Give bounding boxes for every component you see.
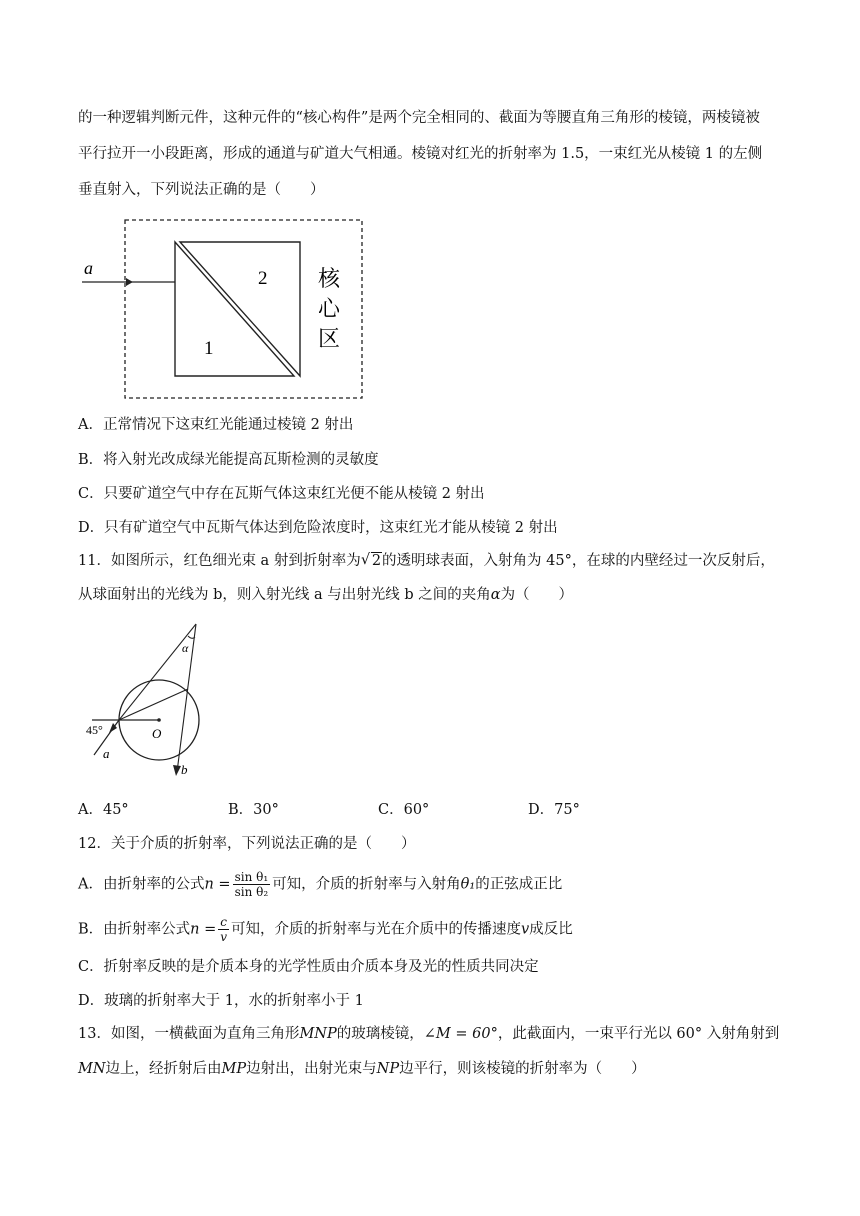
q13-l1-mid: 的玻璃棱镜， bbox=[336, 1026, 424, 1042]
q13-line-1 bbox=[78, 1024, 779, 1044]
prism-2 bbox=[180, 242, 300, 376]
q12-option-b bbox=[78, 915, 573, 944]
q10-line-3: 垂直射入，下列说法正确的是（ ） bbox=[78, 182, 325, 198]
q13-l1-start: 13．如图，一横截面为直角三角形 bbox=[78, 1026, 300, 1042]
q12-b-end: 成反比 bbox=[529, 921, 573, 938]
q12-a-start: A．由折射率的公式 bbox=[78, 876, 205, 893]
q12-a-theta: θ₁ bbox=[460, 876, 476, 893]
q10-option-a: A．正常情况下这束红光能通过棱镜 2 射出 bbox=[78, 417, 354, 433]
q13-angle-m: ∠M = 60° bbox=[423, 1026, 498, 1042]
q12-a-numerator: sin θ₁ bbox=[234, 870, 269, 884]
q10-prism-figure bbox=[78, 214, 378, 404]
ray-label: a bbox=[84, 258, 93, 278]
q12-option-a bbox=[78, 870, 562, 899]
q13-l2-b: 边射出，出射光束与 bbox=[246, 1061, 377, 1077]
core-char-3: 区 bbox=[318, 326, 341, 351]
center-dot bbox=[157, 718, 161, 722]
q12-b-v: v bbox=[521, 921, 530, 938]
q10-line-1: 的一种逻辑判断元件，这种元件的“核心构件”是两个完全相同的、截面为等腰直角三角形的棱镜，两棱镜被 bbox=[78, 110, 760, 126]
q10-option-c: C．只要矿道空气中存在瓦斯气体这束红光便不能从棱镜 2 射出 bbox=[78, 486, 485, 502]
q11-option-a: A．45° bbox=[78, 802, 129, 818]
ray-b-arrowhead bbox=[173, 765, 181, 776]
q13-l2-a: 边上，经折射后由 bbox=[105, 1061, 222, 1077]
q11-line-2-start: 从球面射出的光线为 b，则入射光线 a 与出射光线 b 之间的夹角 bbox=[78, 587, 491, 603]
prism-2-label: 2 bbox=[258, 268, 268, 289]
q11-option-c: C．60° bbox=[378, 802, 430, 818]
q11-line-1-end: 的透明球表面，入射角为 45°，在球的内壁经过一次反射后， bbox=[382, 553, 775, 569]
angle-label: 45° bbox=[86, 723, 103, 737]
q12-a-fraction bbox=[233, 870, 271, 899]
q12-stem: 12．关于介质的折射率，下列说法正确的是（ ） bbox=[78, 836, 416, 852]
ray-b-label: b bbox=[181, 762, 188, 777]
prism-1 bbox=[175, 242, 294, 376]
q13-mp: MP bbox=[221, 1061, 247, 1077]
q12-option-d: D．玻璃的折射率大于 1，水的折射率小于 1 bbox=[78, 993, 364, 1009]
q12-b-middle: 可知，介质的折射率与光在介质中的传播速度 bbox=[231, 921, 522, 938]
q12-a-middle: 可知，介质的折射率与入射角 bbox=[272, 876, 461, 893]
q12-a-denominator: sin θ₂ bbox=[234, 885, 269, 899]
alpha-label: α bbox=[182, 641, 189, 655]
q11-line-2-end: 为（ ） bbox=[500, 587, 574, 603]
center-label: O bbox=[152, 726, 162, 741]
core-char-1: 核 bbox=[318, 266, 341, 291]
q12-b-denominator: v bbox=[220, 930, 228, 944]
ray-arrowhead bbox=[126, 278, 133, 286]
sqrt-radicand: 2 bbox=[371, 553, 382, 569]
q12-b-start: B．由折射率公式 bbox=[78, 921, 191, 938]
q13-mn: MN bbox=[78, 1061, 106, 1077]
alpha-symbol: α bbox=[490, 587, 501, 603]
q10-line-2: 平行拉开一小段距离，形成的通道与矿道大气相通。棱镜对红光的折射率为 1.5，一束红光从棱镜 1 的左侧 bbox=[78, 146, 763, 162]
q11-sphere-figure bbox=[80, 616, 220, 786]
q13-l2-c: 边平行，则该棱镜的折射率为（ ） bbox=[399, 1061, 646, 1077]
extended-ray-a bbox=[119, 624, 196, 720]
q10-option-b: B．将入射光改成绿光能提高瓦斯检测的灵敏度 bbox=[78, 452, 379, 468]
q11-line-1 bbox=[78, 551, 775, 571]
q12-a-formula-n: n = bbox=[204, 876, 231, 893]
q11-option-d: D．75° bbox=[528, 802, 580, 818]
ray-a-label: a bbox=[103, 746, 110, 761]
q13-mnp: MNP bbox=[299, 1026, 337, 1042]
q12-b-numerator: c bbox=[218, 915, 229, 930]
q11-line-2 bbox=[78, 585, 573, 605]
q12-b-formula-n: n = bbox=[190, 921, 217, 938]
q13-l1-end: ，此截面内，一束平行光以 60° 入射角射到 bbox=[497, 1026, 780, 1042]
q13-line-2 bbox=[78, 1059, 646, 1079]
sqrt-symbol bbox=[361, 551, 382, 571]
q10-option-d: D．只有矿道空气中瓦斯气体达到危险浓度时，这束红光才能从棱镜 2 射出 bbox=[78, 520, 558, 536]
q11-line-1-start: 11．如图所示，红色细光束 a 射到折射率为 bbox=[78, 553, 361, 569]
q13-np: NP bbox=[376, 1061, 400, 1077]
core-char-2: 心 bbox=[318, 296, 341, 321]
q11-option-b: B．30° bbox=[228, 802, 279, 818]
q12-a-end: 的正弦成正比 bbox=[475, 876, 563, 893]
q12-option-c: C．折射率反映的是介质本身的光学性质由介质本身及光的性质共同决定 bbox=[78, 959, 539, 975]
q12-b-fraction bbox=[218, 915, 229, 944]
prism-1-label: 1 bbox=[204, 338, 214, 359]
